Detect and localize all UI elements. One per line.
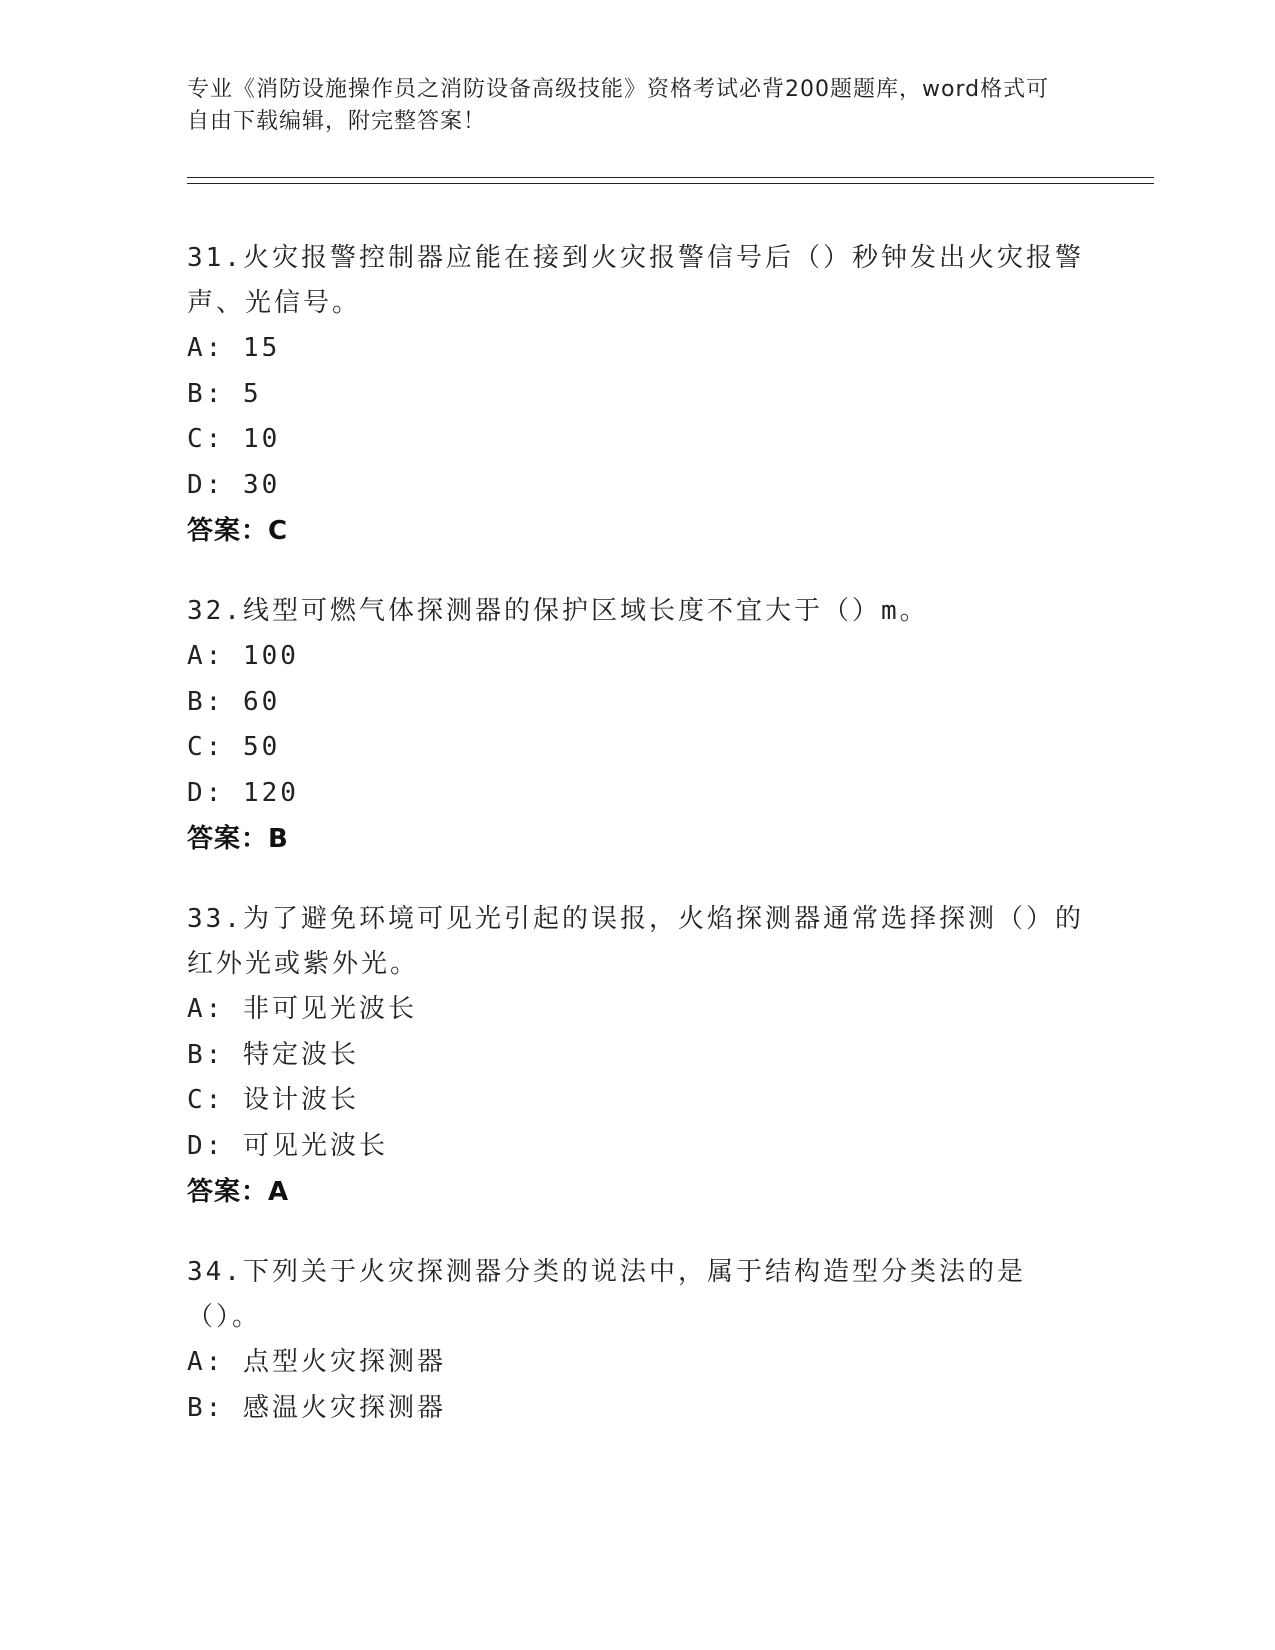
- question-stem: 33.为了避免环境可见光引起的误报，火焰探测器通常选择探测（）的红外光或紫外光。: [187, 904, 1084, 979]
- question-32: [187, 589, 1087, 862]
- answer-label: 答案：: [187, 824, 269, 854]
- option-d: D: 30: [187, 469, 281, 500]
- question-stem: 32.线型可燃气体探测器的保护区域长度不宜大于（）m。: [187, 596, 929, 626]
- answer-label: 答案：: [187, 1177, 269, 1207]
- answer-line: [187, 816, 1087, 862]
- option-c: C: 设计波长: [187, 1085, 359, 1115]
- header-divider-bottom: [187, 183, 1154, 184]
- answer-line: [187, 1169, 1087, 1215]
- option-a: A: 15: [187, 333, 281, 363]
- option-c: C: 50: [187, 732, 281, 762]
- option-b: B: 5: [187, 378, 262, 409]
- question-list: [187, 236, 1087, 1466]
- question-33: [187, 897, 1087, 1215]
- option-a: A: 非可见光波长: [187, 994, 417, 1024]
- question-stem: 34.下列关于火灾探测器分类的说法中，属于结构造型分类法的是（）。: [187, 1257, 1026, 1332]
- answer-value: B: [268, 824, 289, 854]
- answer-label: 答案：: [187, 516, 269, 546]
- option-b: B: 特定波长: [187, 1039, 359, 1070]
- question-34: [187, 1250, 1087, 1431]
- option-b: B: 感温火灾探测器: [187, 1392, 446, 1423]
- header-divider-top: [187, 177, 1154, 178]
- option-d: D: 可见光波长: [187, 1130, 388, 1161]
- document-header: 专业《消防设施操作员之消防设备高级技能》资格考试必背200题题库，word格式可自由下载编辑，附完整答案！: [187, 77, 1050, 134]
- option-d: D: 120: [187, 777, 299, 808]
- question-31: [187, 236, 1087, 554]
- option-a: A: 100: [187, 641, 299, 671]
- answer-line: [187, 508, 1087, 554]
- question-stem: 31.火灾报警控制器应能在接到火灾报警信号后（）秒钟发出火灾报警声、光信号。: [187, 243, 1084, 318]
- option-b: B: 60: [187, 686, 281, 717]
- option-c: C: 10: [187, 424, 281, 454]
- option-a: A: 点型火灾探测器: [187, 1347, 446, 1377]
- answer-value: C: [268, 516, 289, 546]
- answer-value: A: [268, 1177, 290, 1207]
